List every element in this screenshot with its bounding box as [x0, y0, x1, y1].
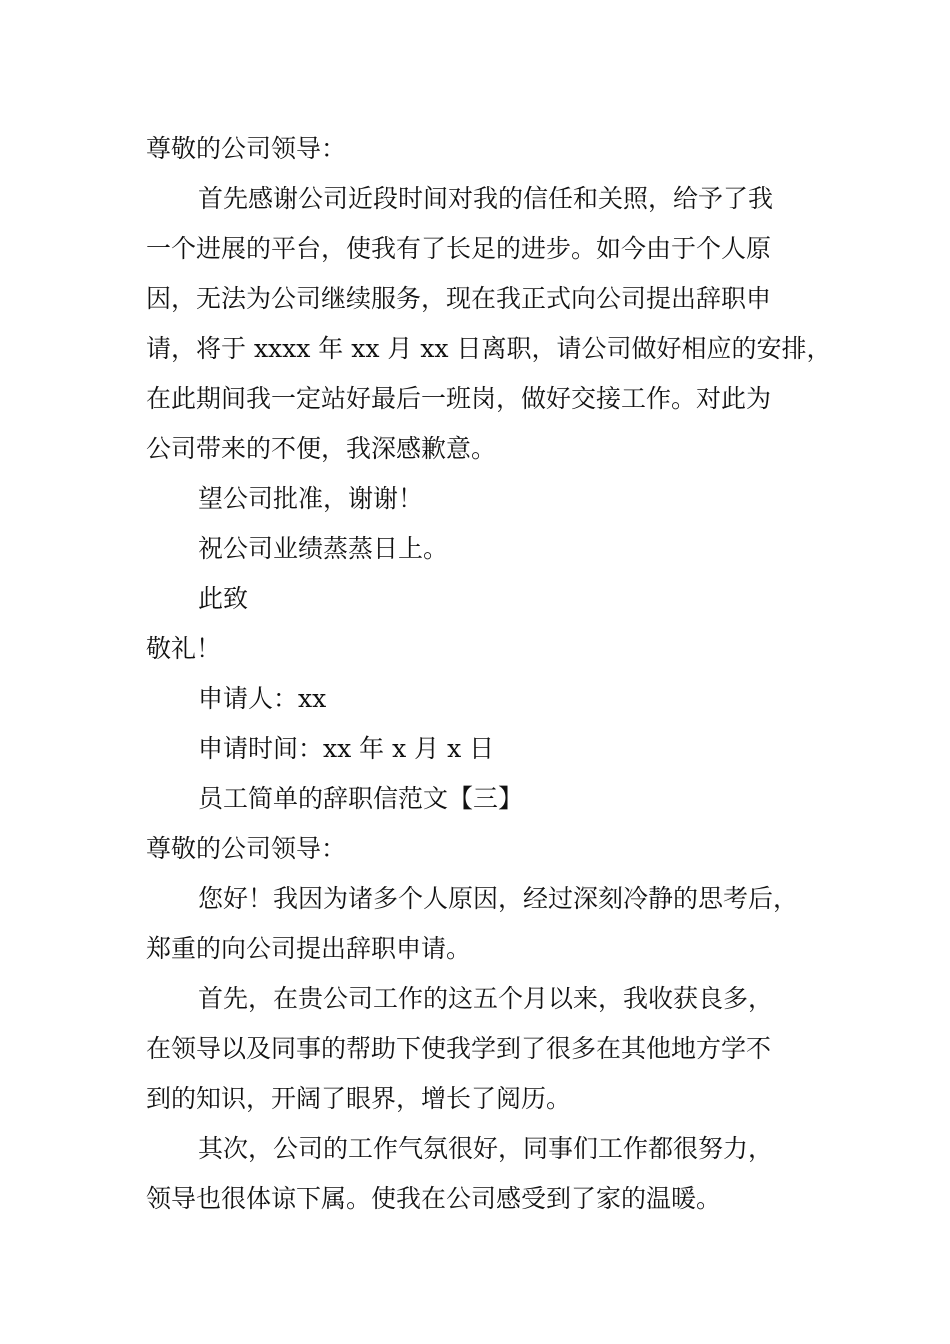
body-paragraph: [146, 1124, 826, 1224]
body-paragraph: [146, 874, 826, 974]
wish-line: 祝公司业绩蒸蒸日上。: [198, 534, 449, 563]
body-line: 到的知识，开阔了眼界，增长了阅历。: [146, 1084, 572, 1113]
applicant-line: 申请人：xx: [198, 684, 327, 713]
body-paragraph: [146, 174, 832, 474]
body-line: 请，将于 xxxx 年 xx 月 xx 日离职，请公司做好相应的安排，: [146, 334, 832, 363]
request-line: 望公司批准，谢谢！: [198, 484, 424, 513]
body-line: 其次，公司的工作气氛很好，同事们工作都很努力，: [198, 1134, 774, 1163]
body-line: 您好！我因为诸多个人原因，经过深刻冷静的思考后，: [198, 884, 799, 913]
body-line: 因，无法为公司继续服务，现在我正式向公司提出辞职申: [146, 284, 772, 313]
closing-salute: 敬礼！: [146, 634, 222, 663]
salutation: 尊敬的公司领导：: [146, 834, 347, 863]
salutation: 尊敬的公司领导：: [146, 134, 347, 163]
body-line: 领导也很体谅下属。使我在公司感受到了家的温暖。: [146, 1184, 722, 1213]
body-line: 公司带来的不便，我深感歉意。: [146, 434, 497, 463]
closing-line: 此致: [198, 584, 249, 613]
body-line: 首先，在贵公司工作的这五个月以来，我收获良多，: [198, 984, 774, 1013]
date-line: 申请时间：xx 年 x 月 x 日: [198, 734, 495, 763]
body-line: 首先感谢公司近段时间对我的信任和关照，给予了我: [198, 184, 774, 213]
document-content: [146, 124, 832, 1224]
section-title: 员工简单的辞职信范文【三】: [198, 784, 524, 813]
body-line: 在此期间我一定站好最后一班岗，做好交接工作。对此为: [146, 384, 772, 413]
body-line: 郑重的向公司提出辞职申请。: [146, 934, 472, 963]
body-paragraph: [146, 974, 826, 1124]
body-line: 在领导以及同事的帮助下使我学到了很多在其他地方学不: [146, 1034, 772, 1063]
body-line: 一个进展的平台，使我有了长足的进步。如今由于个人原: [146, 234, 772, 263]
